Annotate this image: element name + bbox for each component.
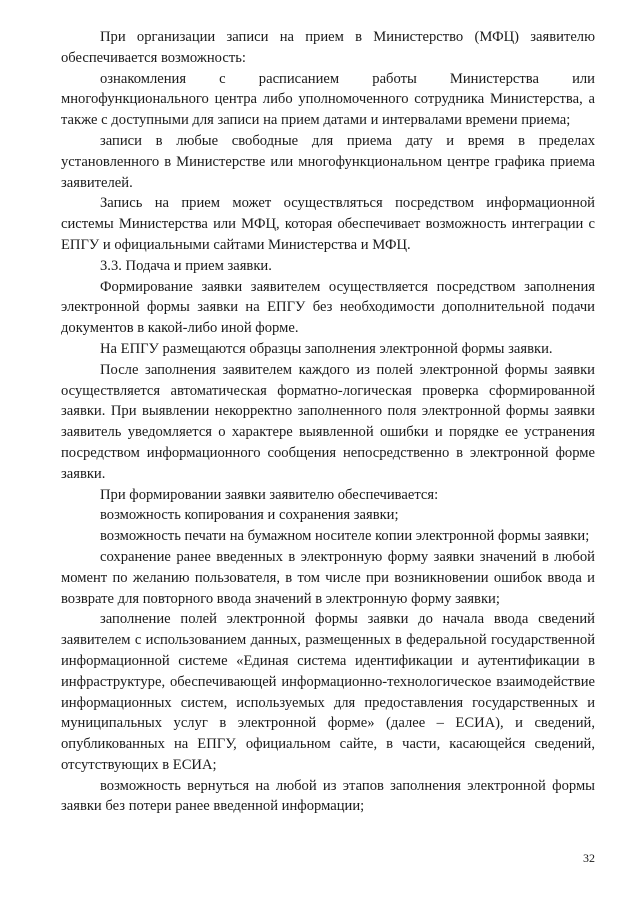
section-heading-3-3: 3.3. Подача и прием заявки.: [100, 257, 272, 274]
paragraph-booking-system: Запись на прием может осуществляться посредством информационной системы Министерства или МФЦ, которая обеспечивает возможность интеграции с ЕПГУ и официальными сайтами Министерства и МФЦ.: [61, 195, 595, 253]
paragraph-format-check: После заполнения заявителем каждого из полей электронной формы заявки осуществляется автоматическая форматно-логическая проверка сформированной заявки. При выявлении некорректно заполненного поля электронной формы заявки заявитель уведомляется о характере выявленной ошибки и порядке ее устранения посредством информационного сообщения непосредственно в электронной форме заявки.: [61, 361, 595, 482]
paragraph-return-step: возможность вернуться на любой из этапов заполнения электронной формы заявки без потери ранее введенной информации;: [61, 777, 595, 815]
page-number: 32: [583, 851, 595, 865]
paragraph-appointment-intro: При организации записи на прием в Министерство (МФЦ) заявителю обеспечивается возможность:: [61, 29, 595, 66]
paragraph-prefill-esia: заполнение полей электронной формы заявки до начала ввода сведений заявителем с использованием данных, размещенных в федеральной государственной информационной системе «Единая система идентификации и аутентификации в инфраструктуре, обеспечивающей информационно-технологическое взаимодействие информационных систем, используемых для предоставления государственных и муниципальных услуг в электронной форме» (далее – ЕСИА), и сведений, опубликованных на ЕПГУ, официальном сайте, в части, касающейся сведений, отсутствующих в ЕСИА;: [61, 611, 595, 773]
paragraph-free-slot-booking: записи в любые свободные для приема дату и время в пределах установленного в Министерстве или многофункциональном центре графика приема заявителей.: [61, 132, 595, 191]
paragraph-print: возможность печати на бумажном носителе копии электронной формы заявки;: [100, 528, 590, 545]
document-body: [61, 27, 595, 817]
paragraph-application-forming: Формирование заявки заявителем осуществляется посредством заполнения электронной формы заявки на ЕПГУ без необходимости дополнительной подачи документов в какой-либо иной форме.: [61, 278, 595, 337]
paragraph-schedule-access: ознакомления с расписанием работы Министерства или многофункционального центра либо уполномоченного сотрудника Министерства, а также с доступными для записи на прием датами и интервалами времени приема;: [61, 70, 595, 129]
paragraph-forming-provides: При формировании заявки заявителю обеспечивается:: [100, 486, 439, 503]
paragraph-save-values: сохранение ранее введенных в электронную форму заявки значений в любой момент по желанию пользователя, в том числе при возникновении ошибок ввода и возврате для повторного ввода значений в электронную форму заявки;: [61, 548, 595, 607]
paragraph-form-samples: На ЕПГУ размещаются образцы заполнения электронной формы заявки.: [100, 340, 553, 357]
paragraph-copy-save: возможность копирования и сохранения заявки;: [100, 507, 399, 524]
